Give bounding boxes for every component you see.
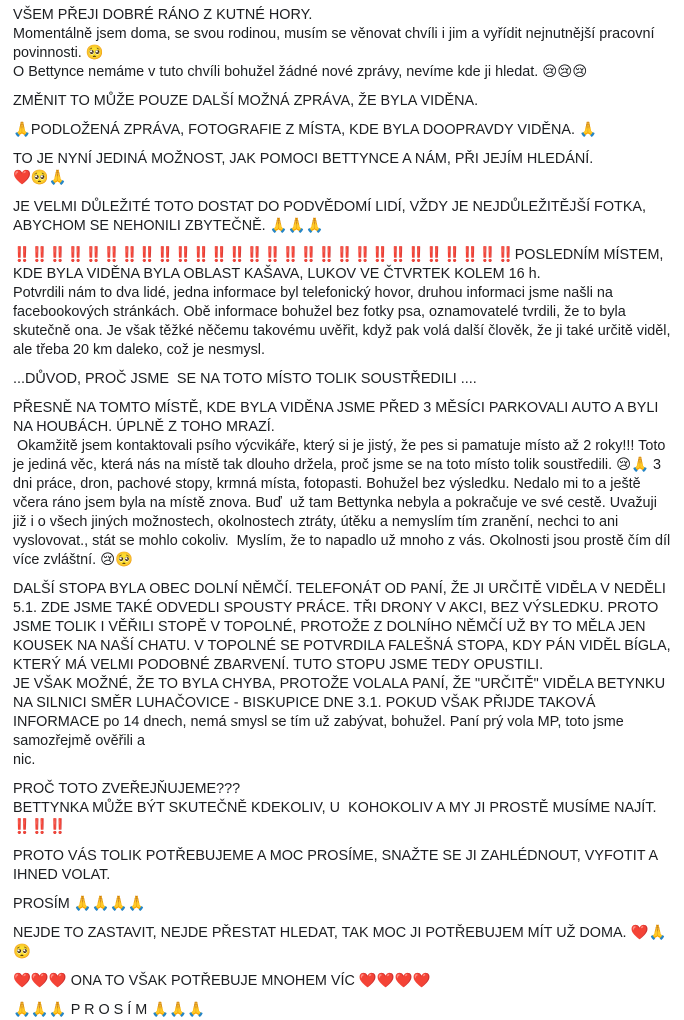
paragraph-please: PROSÍM 🙏🙏🙏🙏 [13, 896, 146, 912]
paragraph-reason: PŘESNĚ NA TOMTO MÍSTĚ, KDE BYLA VIDĚNA JSME PŘED 3 MĚSÍCI PARKOVALI AUTO A BYLI NA HOUBÁCH. ÚPLNĚ Z TOHO MRAZÍ. Okamžitě jsem kontaktovali psího výcvikáře, který si je jistý, že pes si pamatuje místo až 2 roky!!! Toto je jediná věc, která nás na místě tak dlouho držela, proč jsme se na toto místo tolik soustředili. 😢🙏 3 dni práce, dron, pachové stopy, krmná místa, fotopasti. Bohužel bez výsledku. Nedalo mi to a ještě včera ráno jsem byla na místě znova. Buď už tam Bettynka nebyla a pokračuje ve své cestě. Uvažuji již i o všech jiných možnostech, okolnostech ztráty, útěku a nemyslím tím zranění, nechci to ani vyslovovat., stát se mohlo cokoliv. Myslím, že to napadlo už mnoho z vás. Okolnosti jsou prostě čím díl více zvláštní. 😢🥺 [13, 400, 671, 568]
paragraph-request: PROTO VÁS TOLIK POTŘEBUJEME A MOC PROSÍME, SNAŽTE SE JI ZAHLÉDNOUT, VYFOTIT A IHNED VOLAT. [13, 848, 662, 883]
paragraph-evidence: 🙏PODLOŽENÁ ZPRÁVA, FOTOGRAFIE Z MÍSTA, KDE BYLA DOOPRAVDY VIDĚNA. 🙏 [13, 122, 597, 138]
paragraph-importance: JE VELMI DŮLEŽITÉ TOTO DOSTAT DO PODVĚDOMÍ LIDÍ, VŽDY JE NEJDŮLEŽITĚJŠÍ FOTKA, ABYCHOM SE NEHONILI ZBYTEČNĚ. 🙏🙏🙏 [13, 199, 650, 234]
paragraph-next-trace: DALŠÍ STOPA BYLA OBEC DOLNÍ NĚMČÍ. TELEFONÁT OD PANÍ, ŽE JI URČITĚ VIDĚLA V NEDĚLI 5.1. ZDE JSME TAKÉ ODVEDLI SPOUSTY PRÁCE. TŘI DRONY V AKCI, BEZ VÝSLEDKU. PROTO JSME TOLIK I VĚŘILI STOPĚ V TOPOLNÉ, PROTOŽE Z DOLNÍHO NĚMČÍ UŽ BY TO MĚLA JEN KOUSEK NA NAŠÍ CHATU. V TOPOLNÉ SE POTVRDILA FALEŠNÁ STOPA, KDY PÁN VIDĚL BÍGLA, KTERÝ MÁ VELMI PODOBNÉ ZBARVENÍ. TUTO STOPU JSME TEDY OPUSTILI. JE VŠAK MOŽNÉ, ŽE TO BYLA CHYBA, PROTOŽE VOLALA PANÍ, ŽE "URČITĚ" VIDĚLA BETYNKU NA SILNICI SMĚR LUHAČOVICE - BISKUPICE DNE 3.1. POKUD VŠAK PŘIJDE TAKOVÁ INFORMACE po 14 dnech, nemá smysl se tím už zabývat, bohužel. Paní prý vola MP, toto jsme samozřejmě ověřili a nic. [13, 581, 671, 768]
paragraph-greeting: VŠEM PŘEJI DOBRÉ RÁNO Z KUTNÉ HORY. Momentálně jsem doma, se svou rodinou, musím se věnovat chvíli i jim a vyřídit nejnutnější pracovní povinnosti. 🥺 O Bettynce nemáme v tuto chvíli bohužel žádné nové zprávy, nevíme kde ji hledat. 😢😢😢 [13, 7, 655, 80]
paragraph-final-please: 🙏🙏🙏 P R O S Í M 🙏🙏🙏 [13, 1002, 206, 1018]
paragraph-keep-searching: NEJDE TO ZASTAVIT, NEJDE PŘESTAT HLEDAT, TAK MOC JI POTŘEBUJEM MÍT UŽ DOMA. ❤️🙏🥺 [13, 925, 667, 960]
paragraph-reason-heading: ...DŮVOD, PROČ JSME SE NA TOTO MÍSTO TOLIK SOUSTŘEDILI .... [13, 371, 477, 387]
paragraph-needs-more: ❤️❤️❤️ ONA TO VŠAK POTŘEBUJE MNOHEM VÍC ❤️❤️❤️❤️ [13, 973, 431, 989]
paragraph-why-publish: PROČ TOTO ZVEŘEJŇUJEME??? BETTYNKA MŮŽE BÝT SKUTEČNĚ KDEKOLIV, U KOHOKOLIV A MY JI PROSTĚ MUSÍME NAJÍT. ‼️‼️‼️ [13, 781, 657, 835]
paragraph-only-option: TO JE NYNÍ JEDINÁ MOŽNOST, JAK POMOCI BETTYNCE A NÁM, PŘI JEJÍM HLEDÁNÍ. ❤️🥺🙏 [13, 151, 594, 186]
paragraph-last-location: ‼️‼️‼️‼️‼️‼️‼️‼️‼️‼️‼️‼️‼️‼️‼️‼️‼️‼️‼️‼️‼️‼️‼️‼️‼️‼️‼️‼️POSLEDNÍM MÍSTEM, KDE BYLA VIDĚNA BYLA OBLAST KAŠAVA, LUKOV VE ČTVRTEK KOLEM 16 h. Potvrdili nám to dva lidé, jedna informace byl telefonický hovor, druhou informaci jsme našli na facebookových stránkách. Obě informace bohužel bez fotky psa, oznamovatelé tvrdili, že to byla skutečně ona. Je však těžké něčemu takovému uvěřit, když pak volá další člověk, že ji také určitě viděl, ale třeba 20 km daleko, což je nesmysl. [13, 247, 671, 358]
paragraph-change: ZMĚNIT TO MŮŽE POUZE DALŠÍ MOŽNÁ ZPRÁVA, ŽE BYLA VIDĚNA. [13, 93, 479, 109]
